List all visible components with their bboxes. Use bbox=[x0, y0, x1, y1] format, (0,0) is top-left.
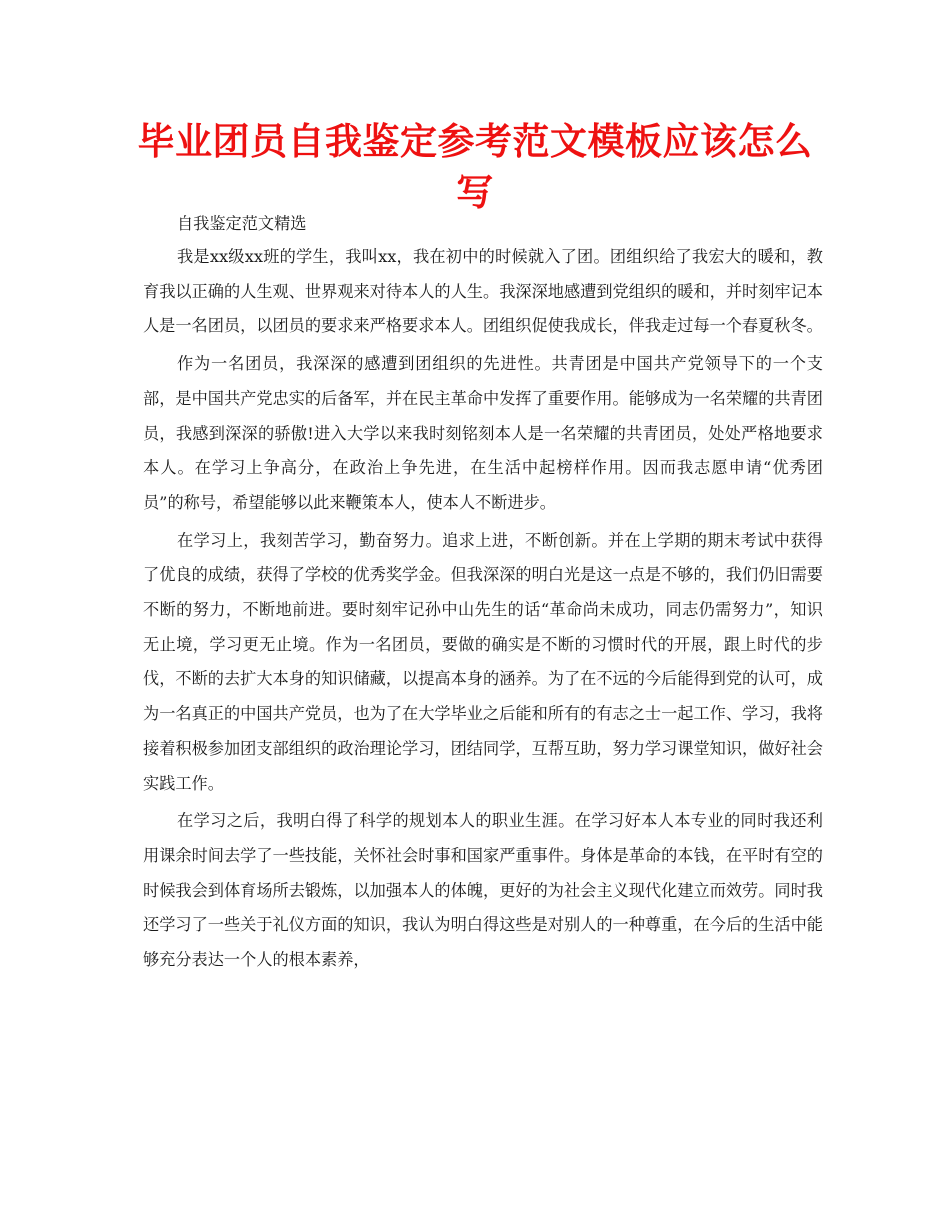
document-subtitle: 自我鉴定范文精选 bbox=[177, 214, 307, 233]
document-title: 毕业团员自我鉴定参考范文模板应该怎么写 bbox=[137, 120, 813, 214]
paragraph-4: 在学习之后，我明白得了科学的规划本人的职业生涯。在学习好本人本专业的同时我还利用课余时间去学了一些技能，关怀社会时事和国家严重事件。身体是革命的本钱，在平时有空的时候我会到体育场所去锻炼，以加强本人的体魄，更好的为社会主义现代化建立而效劳。同时我还学习了一些关于礼仪方面的知识，我认为明白得这些是对别人的一种尊重，在今后的生活中能够充分表达一个人的根本素养， bbox=[143, 811, 823, 970]
paragraph-1: 我是xx级xx班的学生，我叫xx，我在初中的时候就入了团。团组织给了我宏大的暖和，教育我以正确的人生观、世界观来对待本人的人生。我深深地感遭到党组织的暖和，并时刻牢记本人是一名团员，以团员的要求来严格要求本人。团组织促使我成长，伴我走过每一个春夏秋冬。 bbox=[143, 247, 823, 336]
paragraph-3: 在学习上，我刻苦学习，勤奋努力。追求上进，不断创新。并在上学期的期末考试中获得了优良的成绩，获得了学校的优秀奖学金。但我深深的明白光是这一点是不够的，我们仍旧需要不断的努力，不断地前进。要时刻牢记孙中山先生的话“革命尚未成功，同志仍需努力”，知识无止境，学习更无止境。作为一名团员，要做的确实是不断的习惯时代的开展，跟上时代的步伐，不断的去扩大本身的知识储藏，以提高本身的涵养。为了在不远的今后能得到党的认可，成为一名真正的中国共产党员，也为了在大学毕业之后能和所有的有志之士一起工作、学习，我将接着积极参加团支部组织的政治理论学习，团结同学，互帮互助，努力学习课堂知识，做好社会实践工作。 bbox=[143, 530, 823, 793]
document-body bbox=[143, 207, 823, 978]
paragraph-2: 作为一名团员，我深深的感遭到团组织的先进性。共青团是中国共产党领导下的一个支部，是中国共产党忠实的后备军，并在民主革命中发挥了重要作用。能够成为一名荣耀的共青团员，我感到深深的骄傲!进入大学以来我时刻铭刻本人是一名荣耀的共青团员，处处严格地要求本人。在学习上争高分，在政治上争先进，在生活中起榜样作用。因而我志愿申请“优秀团员”的称号，希望能够以此来鞭策本人，使本人不断进步。 bbox=[143, 354, 823, 512]
